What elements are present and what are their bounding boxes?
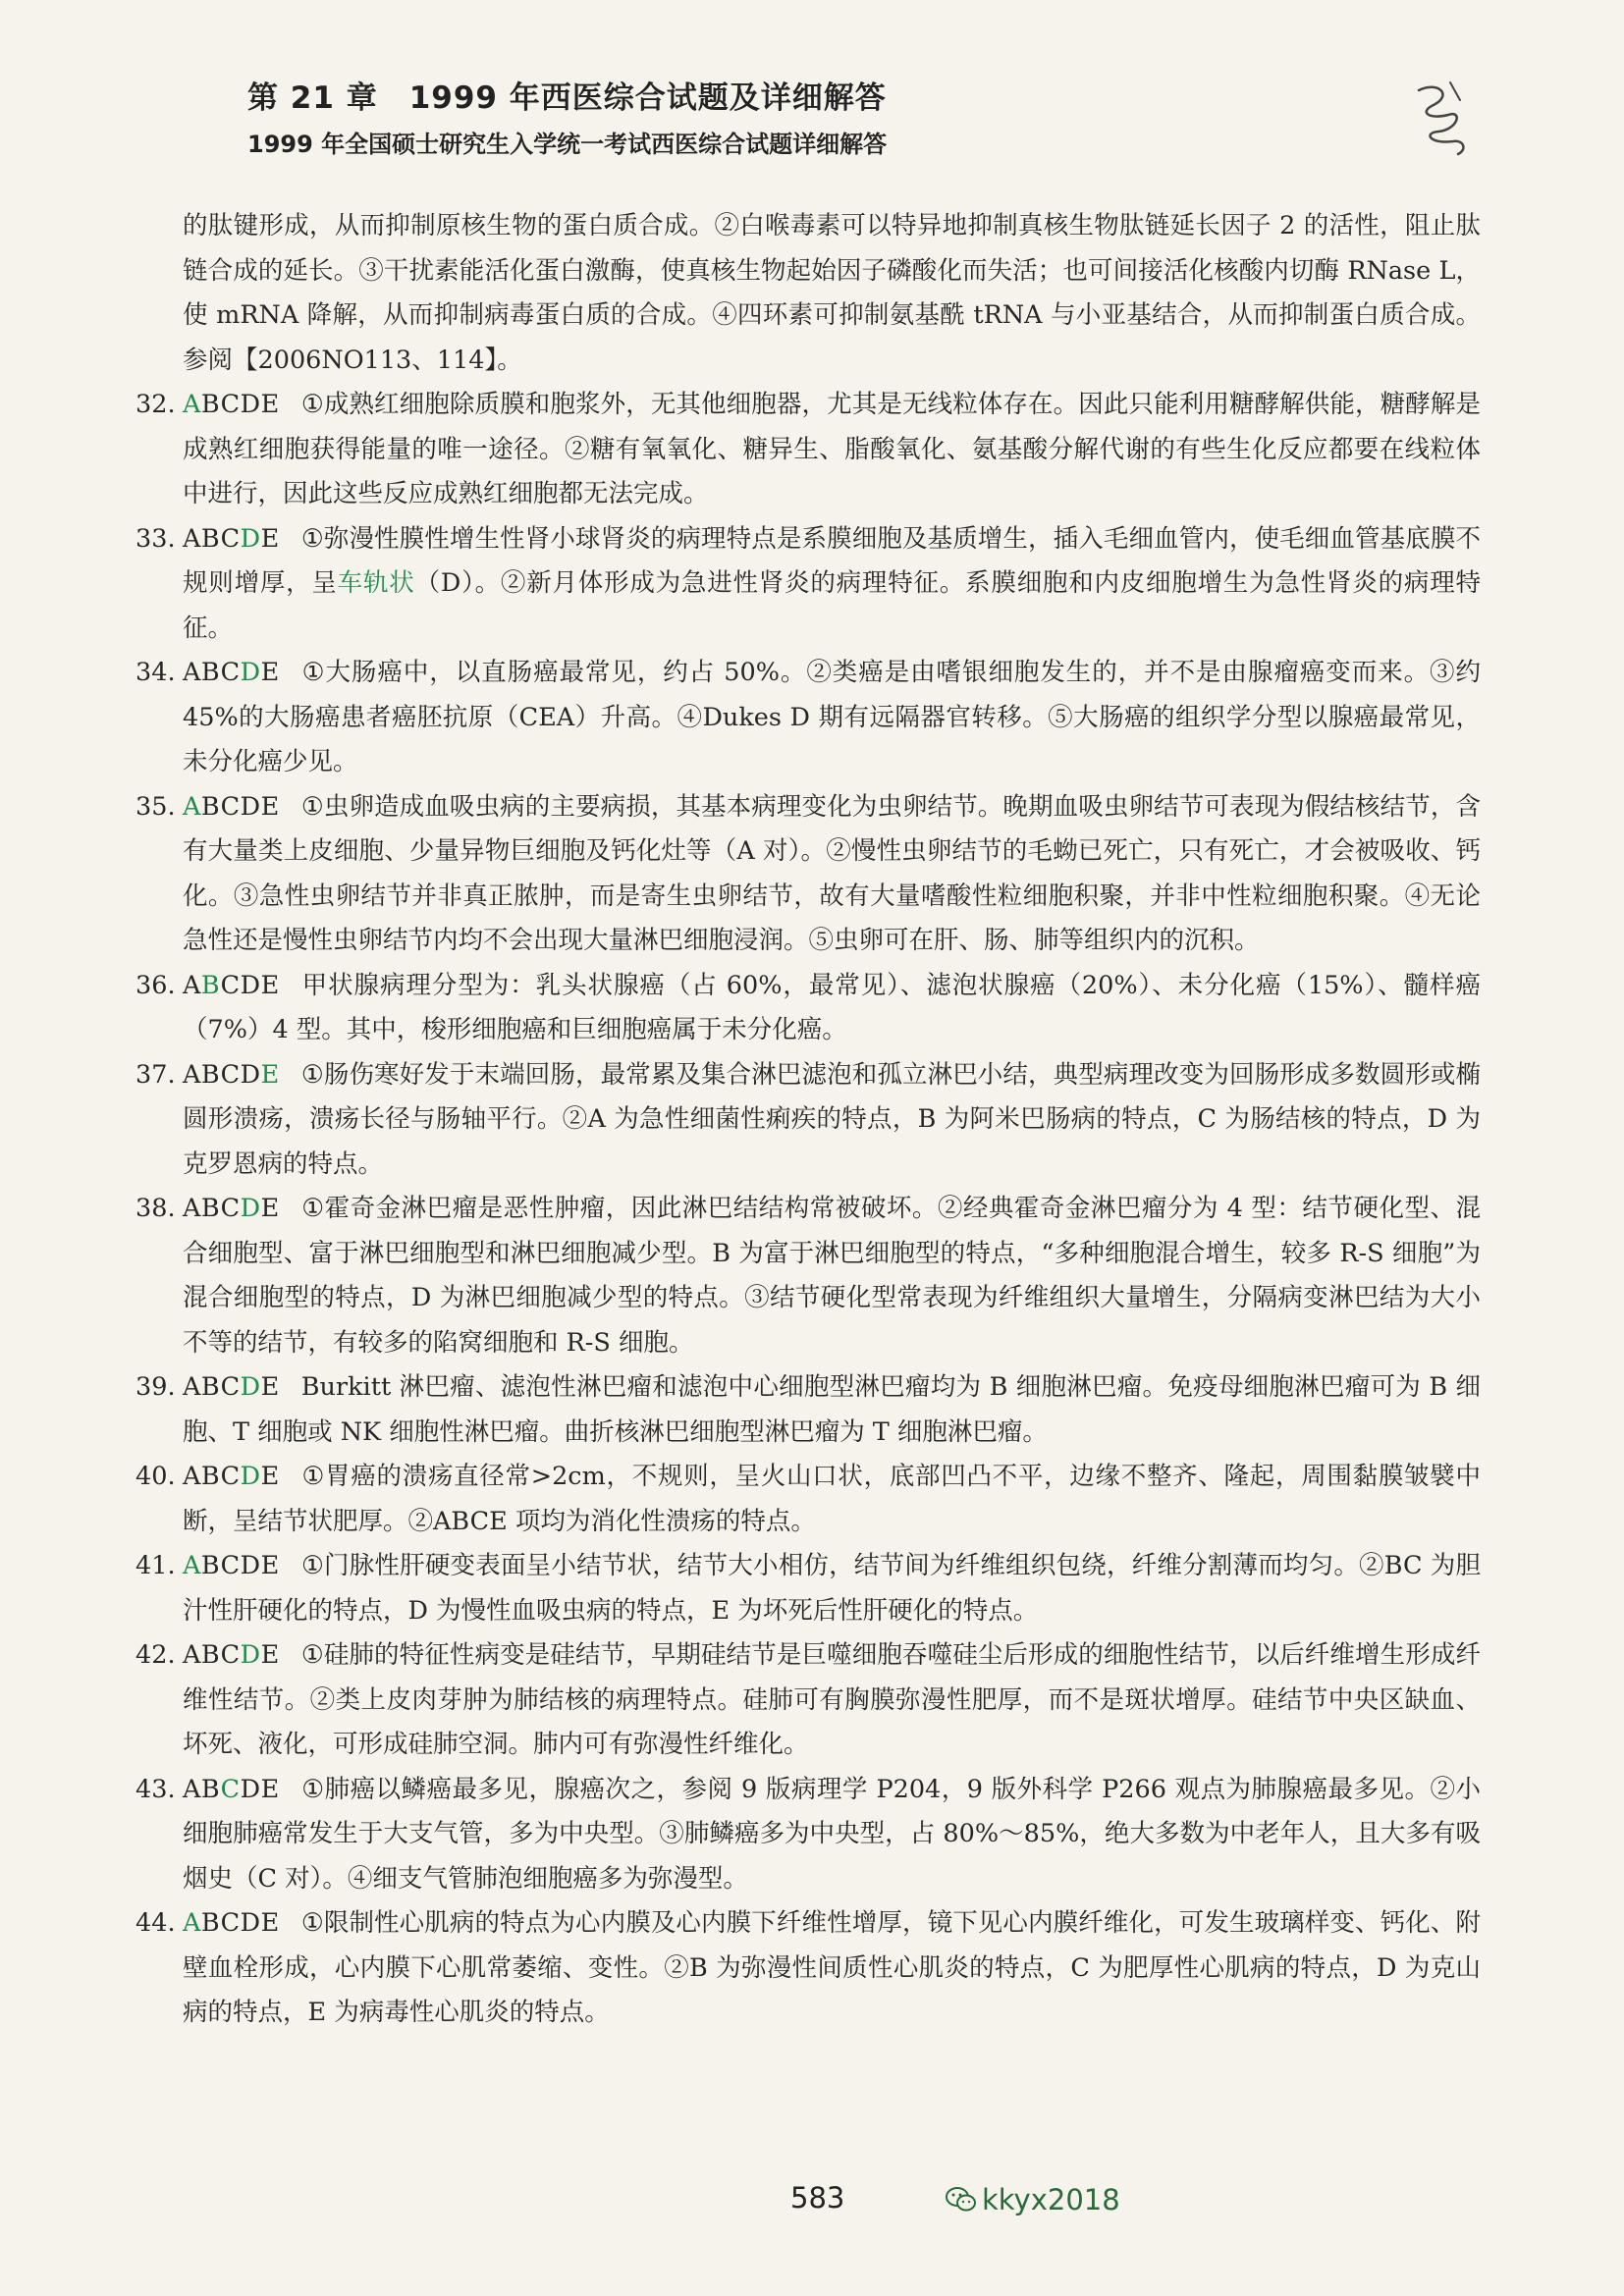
explanation-text: ①成熟红细胞除质膜和胞浆外，无其他细胞器，尤其是无线粒体存在。因此只能利用糖酵解供能，糖酵解是成熟红细胞获得能量的唯一途径。②糖有氧氧化、糖异生、脂酸氧化、氨基酸分解代谢的有些生化反应都要在线粒体中进行，因此这些反应成熟红细胞都无法完成。	[183, 390, 1481, 508]
option-letter: E	[260, 1194, 280, 1223]
answer-options	[183, 1462, 280, 1491]
answer-options	[183, 1908, 280, 1938]
handwritten-mark-icon	[1399, 71, 1478, 159]
question-number: 33.	[135, 523, 176, 554]
question-item	[135, 1365, 1481, 1455]
option-letter: A	[183, 523, 201, 554]
option-letter: C	[220, 390, 241, 419]
correct-option-letter: A	[183, 390, 201, 419]
question-header	[135, 1060, 301, 1090]
question-number: 32.	[135, 390, 176, 419]
option-letter: C	[220, 1372, 241, 1402]
explanation-text: ①限制性心肌病的特点为心内膜及心内膜下纤维性增厚，镜下见心内膜纤维化，可发生玻璃样变、钙化、附壁血栓形成，心内膜下心肌常萎缩、变性。②B 为弥漫性间质性心肌炎的特点，C 为肥厚性心肌病的特点，D 为克山病的特点，E 为病毒性心肌炎的特点。	[183, 1908, 1481, 2027]
question-item	[135, 785, 1481, 964]
question-item	[135, 1544, 1481, 1633]
question-item	[135, 1053, 1481, 1188]
option-letter: B	[200, 523, 221, 554]
wechat-id: kkyx2018	[982, 2183, 1120, 2216]
option-letter: C	[220, 791, 241, 822]
correct-option-letter: C	[220, 1774, 241, 1804]
option-letter: E	[260, 658, 280, 687]
option-letter: C	[220, 1908, 241, 1938]
question-item	[135, 1187, 1481, 1365]
chapter-title: 第 21 章 1999 年西医综合试题及详细解答	[247, 80, 887, 116]
question-header	[135, 1551, 301, 1580]
option-letter: E	[260, 1551, 280, 1580]
question-list	[135, 383, 1481, 2036]
wechat-icon	[945, 2186, 978, 2214]
question-item	[135, 517, 1481, 652]
option-letter: E	[260, 791, 280, 822]
highlighted-term: 车轨状	[337, 568, 415, 598]
question-number: 43.	[135, 1774, 176, 1804]
explanation-text: ①大肠癌中，以直肠癌最常见，约占 50%。②类癌是由嗜银细胞发生的，并不是由腺瘤癌变而来。③约 45%的大肠癌患者癌胚抗原（CEA）升高。④Dukes D 期有远隔器官转移。⑤大肠癌的组织学分型以腺癌最常见，未分化癌少见。	[183, 658, 1481, 776]
answer-options	[183, 1060, 280, 1090]
question-item	[135, 1768, 1481, 1902]
option-letter: B	[200, 658, 221, 687]
question-item	[135, 1901, 1481, 2036]
continuation-paragraph: 的肽键形成，从而抑制原核生物的蛋白质合成。②白喉毒素可以特异地抑制真核生物肽链延长因子 2 的活性，阻止肽链合成的延长。③干扰素能活化蛋白激酶，使真核生物起始因子磷酸化而失活；也可间接活化核酸内切酶 RNase L，使 mRNA 降解，从而抑制病毒蛋白质的合成。④四环素可抑制氨基酰 tRNA 与小亚基结合，从而抑制蛋白质合成。参阅【2006NO113、114】。	[183, 211, 1481, 375]
correct-option-letter: A	[183, 791, 201, 822]
option-letter: E	[260, 1462, 280, 1491]
answer-options	[183, 390, 280, 419]
correct-option-letter: D	[240, 1372, 261, 1402]
option-letter: D	[240, 1774, 261, 1804]
explanation-text: ①硅肺的特征性病变是硅结节，早期硅结节是巨噬细胞吞噬硅尘后形成的细胞性结节，以后纤维增生形成纤维性结节。②类上皮肉芽肿为肺结核的病理特点。硅肺可有胸膜弥漫性肥厚，而不是斑状增厚。硅结节中央区缺血、坏死、液化，可形成硅肺空洞。肺内可有弥漫性纤维化。	[183, 1640, 1481, 1759]
question-number: 36.	[135, 970, 176, 1000]
option-letter: B	[200, 791, 221, 822]
question-item	[135, 964, 1481, 1053]
question-number: 35.	[135, 791, 176, 822]
explanation-text: ①虫卵造成血吸虫病的主要病损，其基本病理变化为虫卵结节。晚期血吸虫卵结节可表现为假结核结节，含有大量类上皮细胞、少量异物巨细胞及钙化灶等（A 对）。②慢性虫卵结节的毛蚴已死亡，只有死亡，才会被吸收、钙化。③急性虫卵结节并非真正脓肿，而是寄生虫卵结节，故有大量嗜酸性粒细胞积聚，并非中性粒细胞积聚。④无论急性还是慢性虫卵结节内均不会出现大量淋巴细胞浸润。⑤虫卵可在肝、肠、肺等组织内的沉积。	[183, 791, 1481, 955]
question-header	[135, 1908, 301, 1938]
answer-options	[183, 1551, 280, 1580]
question-number: 42.	[135, 1640, 176, 1670]
correct-option-letter: A	[183, 1908, 201, 1938]
correct-option-letter: D	[240, 658, 261, 687]
explanation-text: ①弥漫性膜性增生性肾小球肾炎的病理特点是系膜细胞及基质增生，插入毛细血管内，使毛细血管基底膜不规则增厚，呈	[183, 523, 1481, 598]
option-letter: C	[220, 523, 241, 554]
option-letter: B	[200, 1372, 221, 1402]
option-letter: B	[200, 1774, 221, 1804]
question-number: 41.	[135, 1551, 176, 1580]
option-letter: D	[240, 1908, 261, 1938]
question-header	[135, 1775, 301, 1804]
option-letter: B	[200, 1908, 221, 1938]
correct-option-letter: D	[240, 523, 261, 554]
answer-options	[183, 658, 280, 687]
option-letter: B	[200, 390, 221, 419]
question-header	[135, 1194, 301, 1223]
option-letter: C	[220, 1059, 241, 1090]
page-number: 583	[790, 2181, 845, 2215]
option-letter: E	[260, 523, 280, 554]
answer-options	[183, 1775, 280, 1804]
option-letter: E	[260, 1372, 280, 1402]
answer-options	[183, 1194, 280, 1223]
option-letter: E	[260, 1640, 280, 1670]
option-letter: A	[183, 1059, 201, 1090]
option-letter: E	[260, 970, 280, 1000]
option-letter: C	[220, 1640, 241, 1670]
question-item	[135, 651, 1481, 785]
option-letter: A	[183, 1372, 201, 1402]
option-letter: C	[220, 658, 241, 687]
option-letter: B	[200, 1059, 221, 1090]
correct-option-letter: B	[200, 970, 221, 1000]
option-letter: A	[183, 1774, 201, 1804]
question-header	[135, 390, 301, 419]
question-header	[135, 1462, 301, 1491]
answer-options	[183, 524, 280, 554]
question-number: 34.	[135, 658, 176, 687]
question-header	[135, 1640, 301, 1670]
option-letter: B	[200, 1551, 221, 1580]
option-letter: A	[183, 1462, 201, 1491]
correct-option-letter: D	[240, 1640, 261, 1670]
explanation-text: ①胃癌的溃疡直径常>2cm，不规则，呈火山口状，底部凹凸不平，边缘不整齐、隆起，周围黏膜皱襞中断，呈结节状肥厚。②ABCE 项均为消化性溃疡的特点。	[183, 1462, 1481, 1536]
answer-options	[183, 1372, 280, 1402]
answer-options	[183, 792, 280, 822]
answer-options	[183, 971, 280, 1000]
option-letter: B	[200, 1640, 221, 1670]
question-item	[135, 1633, 1481, 1768]
explanation-text: （D）。②新月体形成为急进性肾炎的病理特征。系膜细胞和内皮细胞增生为急性肾炎的病理特征。	[183, 568, 1481, 643]
question-number: 39.	[135, 1372, 176, 1402]
option-letter: C	[220, 1194, 241, 1223]
question-item	[135, 1455, 1481, 1544]
explanation-text: 甲状腺病理分型为：乳头状腺癌（占 60%，最常见）、滤泡状腺癌（20%）、未分化癌（15%）、髓样癌（7%）4 型。其中，梭形细胞癌和巨细胞癌属于未分化癌。	[183, 970, 1481, 1044]
option-letter: E	[260, 1774, 280, 1804]
option-letter: B	[200, 1194, 221, 1223]
option-letter: D	[240, 970, 261, 1000]
explanation-text: ①肠伤寒好发于末端回肠，最常累及集合淋巴滤泡和孤立淋巴小结，典型病理改变为回肠形成多数圆形或椭圆形溃疡，溃疡长径与肠轴平行。②A 为急性细菌性痢疾的特点，B 为阿米巴肠病的特点，C 为肠结核的特点，D 为克罗恩病的特点。	[183, 1059, 1481, 1179]
question-header	[135, 971, 301, 1000]
answer-content	[135, 204, 1481, 2036]
option-letter: E	[260, 1908, 280, 1938]
page-footer	[0, 2181, 1624, 2230]
option-letter: D	[240, 791, 261, 822]
answer-options	[183, 1640, 280, 1670]
question-header	[135, 1372, 301, 1402]
correct-option-letter: A	[183, 1551, 201, 1580]
option-letter: E	[260, 390, 280, 419]
question-item	[135, 383, 1481, 517]
option-letter: C	[220, 970, 241, 1000]
wechat-watermark	[945, 2183, 1120, 2216]
question-header	[135, 792, 301, 822]
option-letter: A	[183, 1640, 201, 1670]
correct-option-letter: D	[240, 1194, 261, 1223]
option-letter: B	[200, 1462, 221, 1491]
option-letter: D	[240, 1059, 261, 1090]
option-letter: C	[220, 1462, 241, 1491]
question-number: 44.	[135, 1908, 176, 1938]
exam-subtitle: 1999 年全国硕士研究生入学统一考试西医综合试题详细解答	[247, 131, 888, 158]
option-letter: D	[240, 390, 261, 419]
question-header	[135, 658, 301, 687]
option-letter: A	[183, 970, 201, 1000]
option-letter: C	[220, 1551, 241, 1580]
question-number: 40.	[135, 1462, 176, 1491]
question-number: 38.	[135, 1194, 176, 1223]
option-letter: D	[240, 1551, 261, 1580]
page-header	[247, 73, 1475, 159]
correct-option-letter: E	[260, 1059, 280, 1090]
correct-option-letter: D	[240, 1462, 261, 1491]
question-header	[135, 524, 301, 554]
explanation-text: ①肺癌以鳞癌最多见，腺癌次之，参阅 9 版病理学 P204，9 版外科学 P266 观点为肺腺癌最多见。②小细胞肺癌常发生于大支气管，多为中央型。③肺鳞癌多为中央型，占 80%～85%，绝大多数为中老年人，且大多有吸烟史（C 对）。④细支气管肺泡细胞癌多为弥漫型。	[183, 1774, 1481, 1894]
explanation-text: ①门脉性肝硬变表面呈小结节状，结节大小相仿，结节间为纤维组织包绕，纤维分割薄而均匀。②BC 为胆汁性肝硬化的特点，D 为慢性血吸虫病的特点，E 为坏死后性肝硬化的特点。	[183, 1551, 1481, 1626]
option-letter: A	[183, 1194, 201, 1223]
explanation-text: ①霍奇金淋巴瘤是恶性肿瘤，因此淋巴结结构常被破坏。②经典霍奇金淋巴瘤分为 4 型：结节硬化型、混合细胞型、富于淋巴细胞型和淋巴细胞减少型。B 为富于淋巴细胞型的特点，“多种细胞混合增生，较多 R-S 细胞”为混合细胞型的特点，D 为淋巴细胞减少型的特点。③结节硬化型常表现为纤维组织大量增生，分隔病变淋巴结为大小不等的结节，有较多的陷窝细胞和 R-S 细胞。	[183, 1194, 1481, 1358]
explanation-text: Burkitt 淋巴瘤、滤泡性淋巴瘤和滤泡中心细胞型淋巴瘤均为 B 细胞淋巴瘤。免疫母细胞淋巴瘤可为 B 细胞、T 细胞或 NK 细胞性淋巴瘤。曲折核淋巴细胞型淋巴瘤为 T 细胞淋巴瘤。	[183, 1372, 1481, 1447]
option-letter: A	[183, 658, 201, 687]
question-number: 37.	[135, 1059, 176, 1090]
